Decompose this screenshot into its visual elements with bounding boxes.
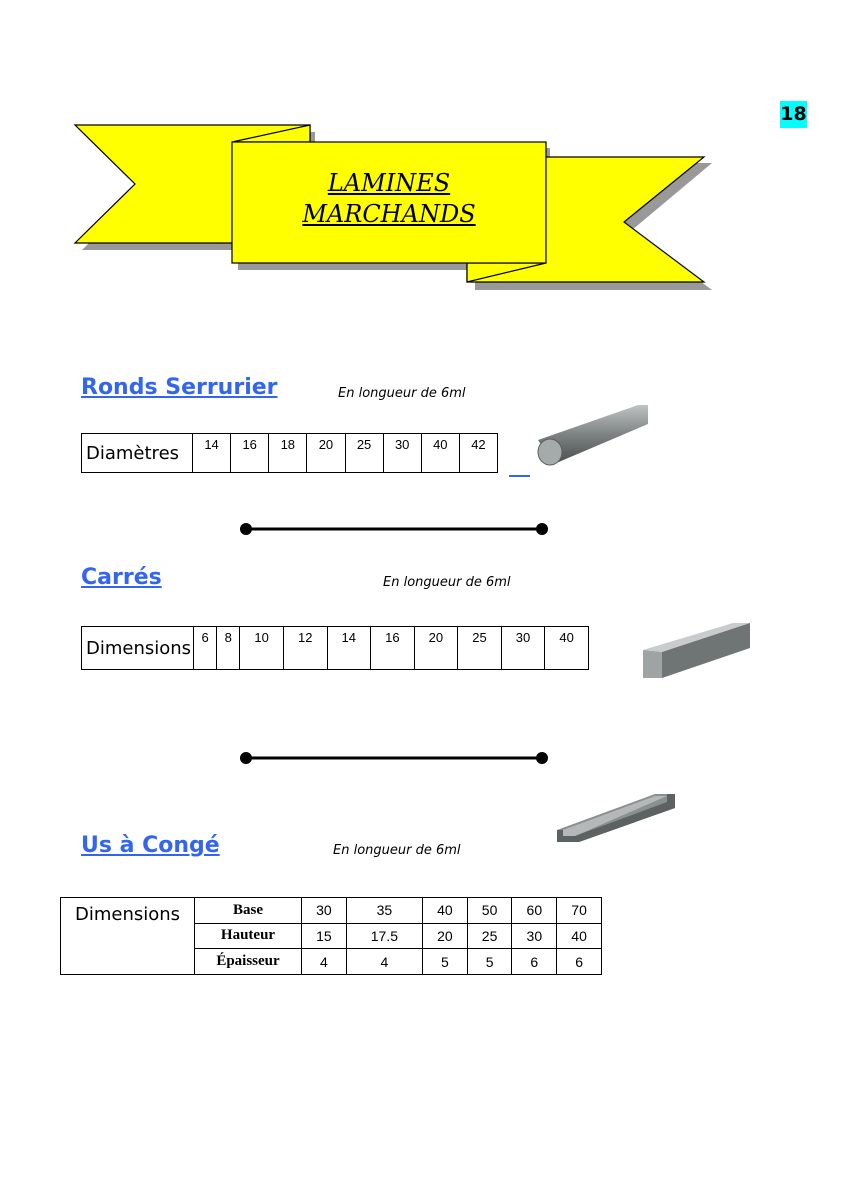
value-cell: 30 (501, 627, 545, 670)
value-cell: 60 (512, 898, 557, 924)
table-row (82, 434, 498, 473)
value-cell: 15 (302, 923, 347, 949)
value-cell: 30 (302, 898, 347, 924)
value-cell: 40 (421, 434, 459, 473)
value-cell: 42 (459, 434, 497, 473)
value-cell: 35 (346, 898, 422, 924)
value-cell: 14 (327, 627, 371, 670)
value-cell: 6 (557, 949, 602, 975)
table-us (60, 897, 602, 975)
value-cell: 20 (422, 923, 467, 949)
value-cell: 4 (302, 949, 347, 975)
row-label-hauteur: Hauteur (195, 923, 302, 949)
table-carres (81, 626, 589, 670)
banner-title-line1: LAMINES (327, 169, 451, 197)
value-cell: 70 (557, 898, 602, 924)
value-cell: 4 (346, 949, 422, 975)
value-cell: 30 (383, 434, 421, 473)
row-label-dimensions: Dimensions (82, 627, 194, 670)
section-title-carres: Carrés (81, 565, 162, 590)
value-cell: 17.5 (346, 923, 422, 949)
value-cell: 6 (194, 627, 217, 670)
value-cell: 25 (345, 434, 383, 473)
value-cell: 18 (269, 434, 307, 473)
value-cell: 30 (512, 923, 557, 949)
length-note-ronds: En longueur de 6ml (338, 386, 466, 401)
value-cell: 5 (422, 949, 467, 975)
table-row (61, 898, 602, 924)
channel-image (555, 790, 677, 848)
value-cell: 25 (458, 627, 502, 670)
value-cell: 40 (422, 898, 467, 924)
table-ronds (81, 433, 498, 473)
value-cell: 20 (307, 434, 345, 473)
value-cell: 10 (240, 627, 284, 670)
row-label-dimensions: Dimensions (61, 898, 195, 975)
value-cell: 16 (231, 434, 269, 473)
round-bar-image (530, 400, 650, 472)
value-cell: 40 (557, 923, 602, 949)
value-cell: 6 (512, 949, 557, 975)
section-title-ronds: Ronds Serrurier (81, 375, 278, 400)
square-bar-image (640, 620, 754, 682)
value-cell: 8 (217, 627, 240, 670)
value-cell: 16 (371, 627, 415, 670)
value-cell: 50 (467, 898, 512, 924)
section-title-us: Us à Congé (81, 833, 220, 858)
value-cell: 40 (545, 627, 589, 670)
row-label-epaisseur: Épaisseur (195, 949, 302, 975)
row-label-diametres: Diamètres (82, 434, 193, 473)
table-row (82, 627, 589, 670)
section-divider (238, 750, 550, 766)
value-cell: 5 (467, 949, 512, 975)
value-cell: 14 (193, 434, 231, 473)
value-cell: 25 (467, 923, 512, 949)
value-cell: 12 (283, 627, 327, 670)
link-underline (509, 475, 530, 477)
banner-title (232, 168, 546, 230)
section-divider (238, 521, 550, 537)
length-note-us: En longueur de 6ml (333, 843, 461, 858)
row-label-base: Base (195, 898, 302, 924)
page-number: 18 (780, 101, 807, 128)
banner-title-line2: MARCHANDS (302, 200, 476, 228)
value-cell: 20 (414, 627, 458, 670)
length-note-carres: En longueur de 6ml (383, 575, 511, 590)
